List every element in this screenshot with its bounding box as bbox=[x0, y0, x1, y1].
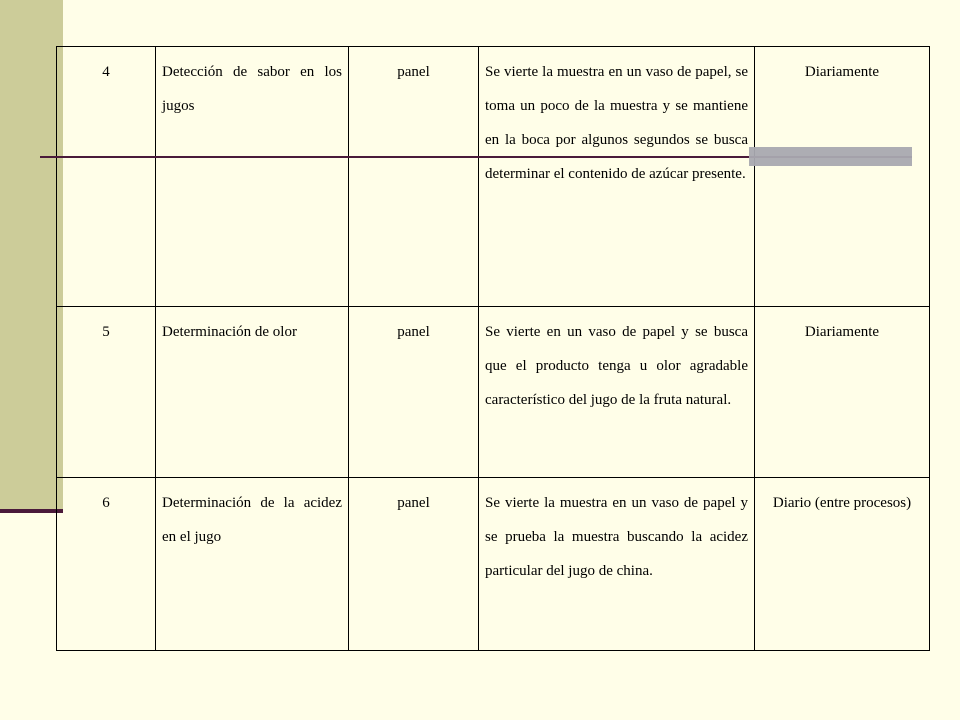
row-number-cell: 6 bbox=[57, 478, 156, 651]
row-number-cell: 4 bbox=[57, 47, 156, 307]
description-cell: Se vierte en un vaso de papel y se busca que el producto tenga u olor agradable característico del jugo de la fruta natural. bbox=[479, 307, 755, 478]
title-rule-accent bbox=[749, 147, 912, 166]
row-number-cell: 5 bbox=[57, 307, 156, 478]
quality-tests-table bbox=[56, 46, 930, 651]
test-name-cell: Determinación de olor bbox=[156, 307, 349, 478]
frequency-cell: Diario (entre procesos) bbox=[755, 478, 930, 651]
test-name-cell: Detección de sabor en los jugos bbox=[156, 47, 349, 307]
left-bar-end-rule bbox=[0, 509, 63, 513]
method-cell: panel bbox=[349, 478, 479, 651]
frequency-cell: Diariamente bbox=[755, 47, 930, 307]
frequency-cell: Diariamente bbox=[755, 307, 930, 478]
test-name-cell: Determinación de la acidez en el jugo bbox=[156, 478, 349, 651]
table-row bbox=[57, 478, 930, 651]
description-cell: Se vierte la muestra en un vaso de papel y se prueba la muestra buscando la acidez particular del jugo de china. bbox=[479, 478, 755, 651]
table-row bbox=[57, 307, 930, 478]
table-row bbox=[57, 47, 930, 307]
description-cell: Se vierte la muestra en un vaso de papel, se toma un poco de la muestra y se mantiene en la boca por algunos segundos se busca determinar el contenido de azúcar presente. bbox=[479, 47, 755, 307]
left-decorative-bar bbox=[0, 0, 63, 512]
method-cell: panel bbox=[349, 307, 479, 478]
method-cell: panel bbox=[349, 47, 479, 307]
